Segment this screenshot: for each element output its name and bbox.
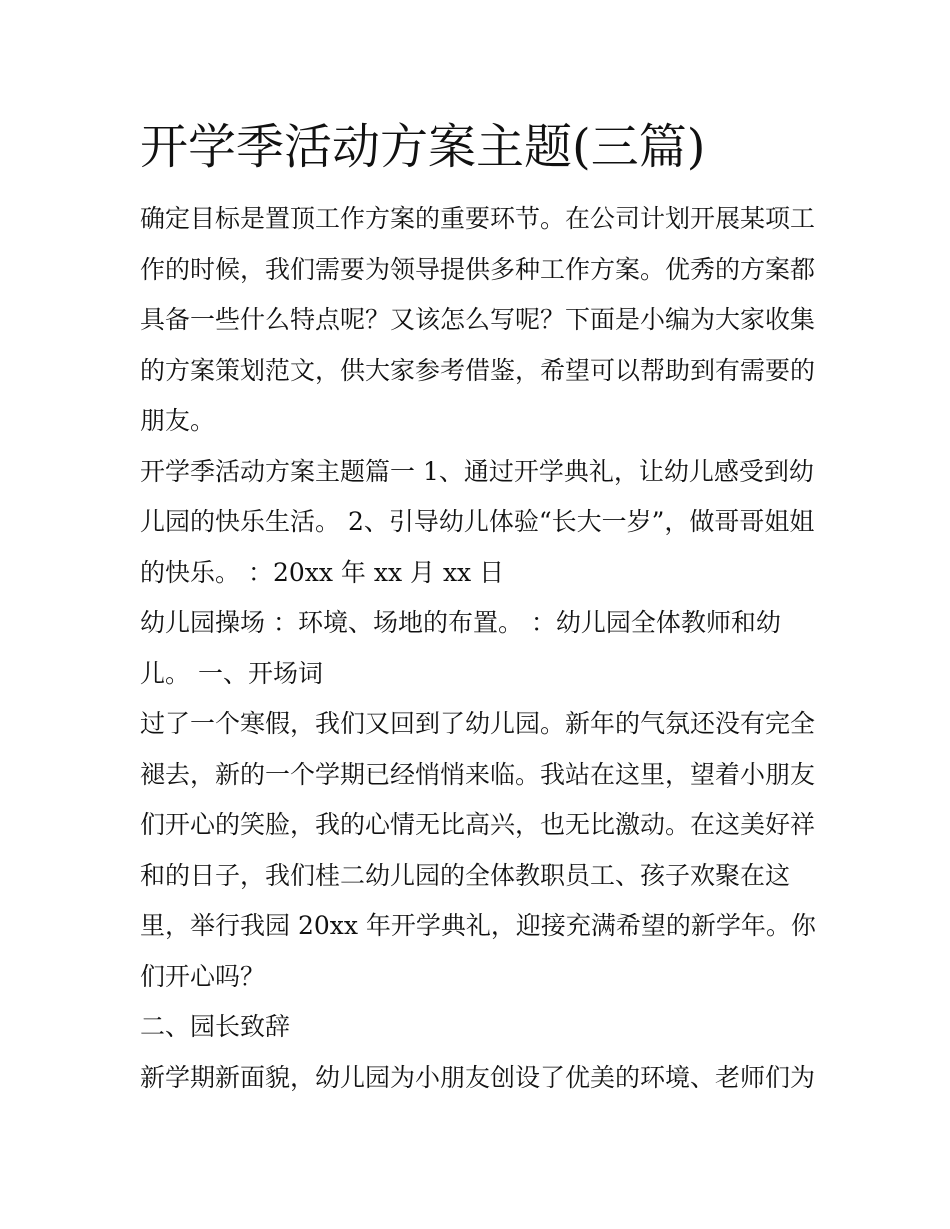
text-line: 朋友。 [140,406,216,435]
text-line: 们开心的笑脸，我的心情无比高兴，也无比激动。在这美好祥 [140,810,816,839]
text-line: 新学期新面貌，幼儿园为小朋友创设了优美的环境、老师们为 [140,1062,816,1092]
text-line: 幼儿园操场 ：环境、场地的布置。 ：幼儿园全体教师和幼 [140,608,781,637]
paragraph-intro [140,194,820,447]
paragraph-section-one [140,447,820,599]
text-line: 和的日子，我们桂二幼儿园的全体教职员工、孩子欢聚在这 [140,860,791,890]
text-line: 的快乐。 ：20xx 年 xx 月 xx 日 [140,557,505,587]
text-line: 儿。 一、开场词 [140,658,323,688]
text-line: 们开心吗？ [140,961,266,991]
document-title: 开学季活动方案主题(三篇) [140,119,706,175]
text-line: 里，举行我园 20xx 年开学典礼，迎接充满希望的新学年。你 [140,911,816,940]
text-line: 儿园的快乐生活。 2、引导幼儿体验“长大一岁”，做哥哥姐姐 [140,507,815,536]
text-line: 确定目标是置顶工作方案的重要环节。在公司计划开展某项工 [140,204,816,233]
text-line: 开学季活动方案主题篇一 1、通过开学典礼，让幼儿感受到幼 [140,456,814,486]
text-line: 二、园长致辞 [140,1012,291,1041]
text-line: 具备一些什么特点呢？又该怎么写呢？下面是小编为大家收集 [140,305,816,334]
text-line: 过了一个寒假，我们又回到了幼儿园。新年的气氛还没有完全 [140,709,816,738]
document-page [140,112,820,1103]
text-line: 的方案策划范文，供大家参考借鉴，希望可以帮助到有需要的 [140,355,816,385]
paragraph-opening-speech [140,699,820,1002]
paragraph-principal-speech [140,1053,820,1104]
text-line: 褪去，新的一个学期已经悄悄来临。我站在这里，望着小朋友 [140,759,816,789]
section-heading [140,1002,820,1053]
text-line: 作的时候，我们需要为领导提供多种工作方案。优秀的方案都 [140,254,816,284]
paragraph-venue [140,598,820,699]
